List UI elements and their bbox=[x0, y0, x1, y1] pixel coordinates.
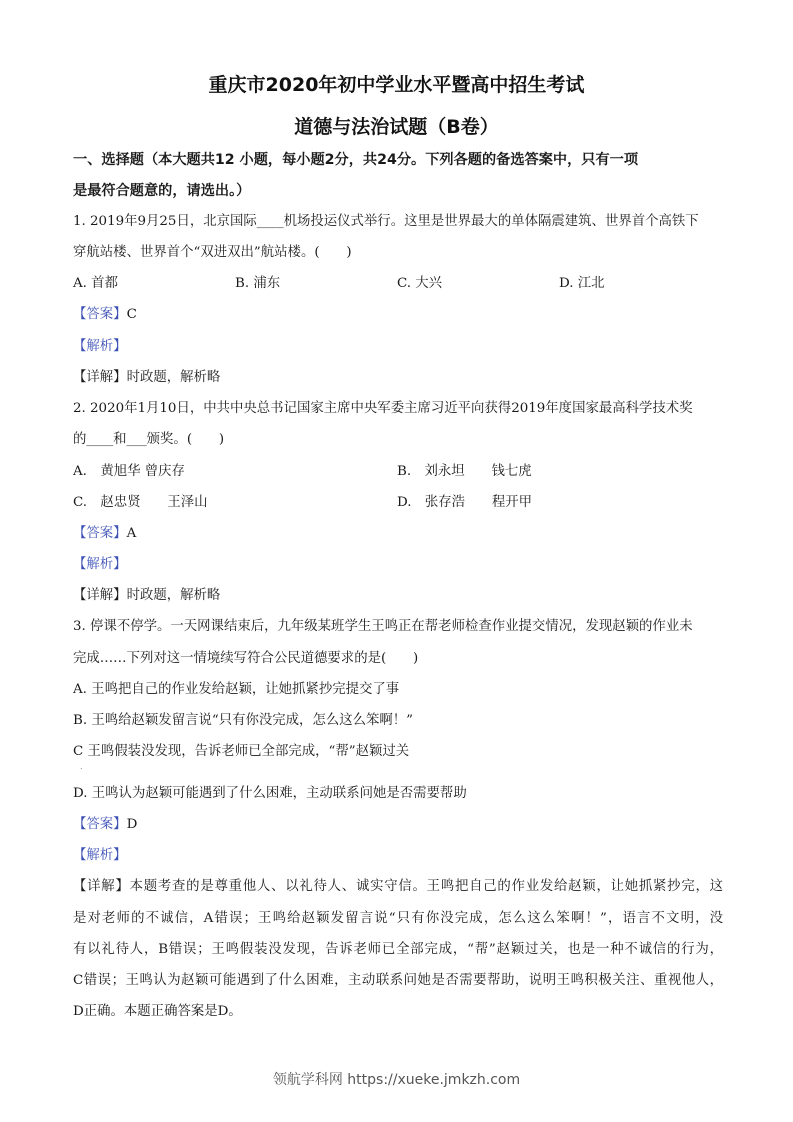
q3-option-c-dot: . bbox=[80, 762, 83, 771]
q1-option-d: D. 江北 bbox=[559, 276, 605, 291]
answer-label: 【答案】 bbox=[73, 307, 127, 322]
detail-label: 【详解】 bbox=[73, 370, 127, 385]
q2-answer bbox=[73, 524, 723, 544]
section-instruction-line2: 是最符合题意的，请选出。） bbox=[73, 183, 251, 199]
q3-option-b: B. 王鸣给赵颖发留言说“只有你没完成，怎么这么笨啊！” bbox=[73, 713, 414, 728]
q2-detail-text: 时政题，解析略 bbox=[126, 588, 221, 603]
q2-stem-line1: 2. 2020年1月10日，中共中央总书记国家主席中央军委主席习近平向获得2019年度国家最高科学技术奖 bbox=[73, 401, 693, 416]
answer-label: 【答案】 bbox=[73, 526, 127, 541]
q3-detail-line3: 有以礼待人，B错误；王鸣假装没发现，告诉老师已全部完成，“帮”赵颖过关，也是一种不诚信的行为， bbox=[73, 942, 723, 957]
q3-detail-line5: D正确。本题正确答案是D。 bbox=[73, 1004, 242, 1019]
q3-detail-line1 bbox=[73, 877, 723, 897]
site-watermark-footer: 领航学科网 https://xueke.jmkzh.com bbox=[272, 1072, 521, 1088]
q3-detail-text-1: 本题考查的是尊重他人、以礼待人、诚实守信。王鸣把自己的作业发给赵颖，让她抓紧抄完，这 bbox=[129, 879, 724, 894]
q2-analysis-label: 【解析】 bbox=[73, 557, 127, 572]
q3-detail-line2: 是对老师的不诚信，A错误；王鸣给赵颖发留言说“只有你没完成，怎么这么笨啊！”，语言不文明，没 bbox=[73, 911, 723, 926]
q1-answer-value: C bbox=[126, 307, 137, 322]
answer-label: 【答案】 bbox=[73, 817, 127, 832]
q3-detail-line4: C错误；王鸣认为赵颖可能遇到了什么困难，主动联系问她是否需要帮助，说明王鸣积极关注、重视他人， bbox=[73, 973, 723, 988]
q1-option-a: A. 首都 bbox=[73, 276, 118, 291]
q2-detail bbox=[73, 586, 723, 606]
q1-answer bbox=[73, 305, 723, 325]
exam-title: 重庆市2020年初中学业水平暨高中招生考试 bbox=[208, 74, 585, 96]
detail-label: 【详解】 bbox=[73, 879, 130, 894]
q3-answer bbox=[73, 815, 723, 835]
q3-option-a: A. 王鸣把自己的作业发给赵颖，让她抓紧抄完提交了事 bbox=[73, 682, 400, 697]
q1-option-c: C. 大兴 bbox=[397, 276, 443, 291]
q3-option-d: D. 王鸣认为赵颖可能遇到了什么困难，主动联系问她是否需要帮助 bbox=[73, 786, 467, 801]
q2-option-b: B. 刘永坦 钱七虎 bbox=[397, 464, 532, 479]
q2-option-c: C. 赵忠贤 王泽山 bbox=[73, 495, 208, 510]
q3-analysis-label: 【解析】 bbox=[73, 848, 127, 863]
q2-option-a: A. 黄旭华 曾庆存 bbox=[73, 464, 185, 479]
q1-analysis-label: 【解析】 bbox=[73, 339, 127, 354]
q1-stem-line1: 1. 2019年9月25日，北京国际____机场投运仪式举行。这里是世界最大的单体隔震建筑、世界首个高铁下 bbox=[73, 214, 699, 229]
q1-detail bbox=[73, 368, 723, 388]
q1-detail-text: 时政题，解析略 bbox=[126, 370, 221, 385]
q1-option-b: B. 浦东 bbox=[235, 276, 281, 291]
q2-stem-line2: 的____和___颁奖。( ) bbox=[73, 432, 225, 447]
exam-subtitle: 道德与法治试题（B卷） bbox=[294, 116, 499, 138]
section-instruction-line1: 一、选择题（本大题共12 小题，每小题2分，共24分。下列各题的备选答案中，只有一项 bbox=[73, 152, 639, 168]
detail-label: 【详解】 bbox=[73, 588, 127, 603]
q3-option-c: C 王鸣假装没发现，告诉老师已全部完成，“帮”赵颖过关 bbox=[73, 744, 410, 759]
q3-answer-value: D bbox=[126, 817, 138, 832]
q1-stem-line2: 穿航站楼、世界首个“双进双出”航站楼。( ) bbox=[73, 245, 352, 260]
q3-stem-line2: 完成……下列对这一情境续写符合公民道德要求的是( ) bbox=[73, 651, 419, 666]
q2-answer-value: A bbox=[126, 526, 137, 541]
q2-option-d: D. 张存浩 程开甲 bbox=[397, 495, 533, 510]
q3-stem-line1: 3. 停课不停学。一天网课结束后，九年级某班学生王鸣正在帮老师检查作业提交情况，发现赵颖的作业未 bbox=[73, 619, 693, 634]
